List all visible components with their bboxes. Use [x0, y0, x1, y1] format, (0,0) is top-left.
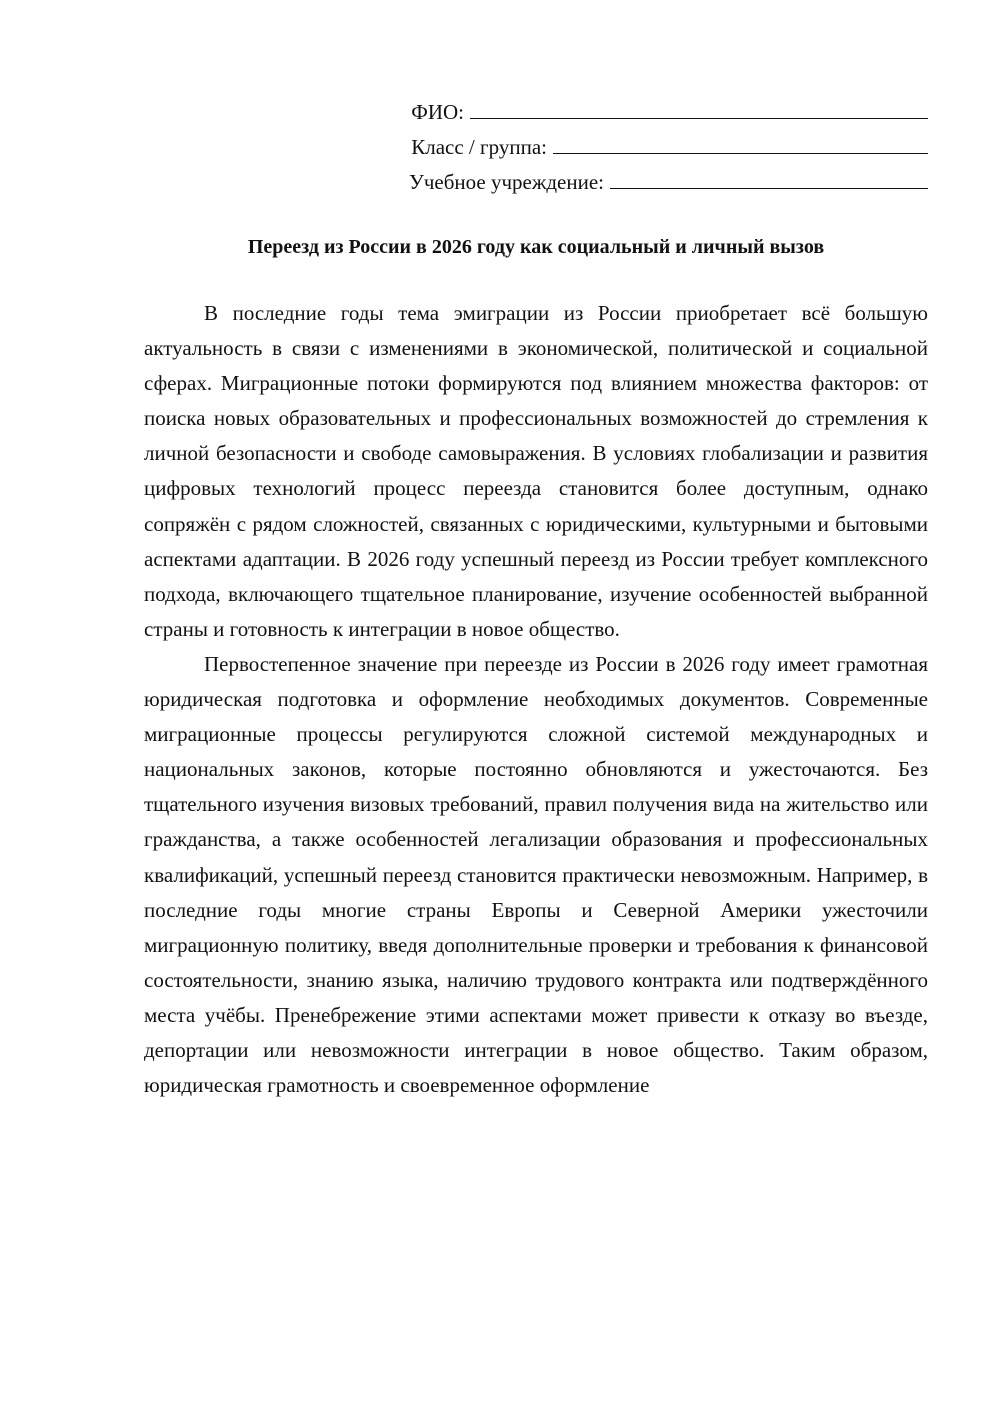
class-field-row: [300, 130, 928, 165]
institution-blank-line: [610, 166, 928, 189]
student-info-fields: [300, 95, 928, 200]
class-blank-line: [553, 131, 928, 154]
fio-field-row: [300, 95, 928, 130]
fio-label: ФИО:: [411, 100, 464, 124]
institution-field-row: [300, 165, 928, 200]
essay-body: [144, 296, 928, 1103]
class-label: Класс / группа:: [411, 135, 547, 159]
fio-blank-line: [470, 96, 928, 119]
paragraph-2: Первостепенное значение при переезде из России в 2026 году имеет грамотная юридическая подготовка и оформление необходимых документов. Современные миграционные процессы регулируются сложной системой международных и национальных законов, которые постоянно обновляются и ужесточаются. Без тщательного изучения визовых требований, правил получения вида на жительство или гражданства, а также особенностей легализации образования и профессиональных квалификаций, успешный переезд становится практически невозможным. Например, в последние годы многие страны Европы и Северной Америки ужесточили миграционную политику, введя дополнительные проверки и требования к финансовой состоятельности, знанию языка, наличию трудового контракта или подтверждённого места учёбы. Пренебрежение этими аспектами может привести к отказу во въезде, депортации или невозможности интеграции в новое общество. Таким образом, юридическая грамотность и своевременное оформление: [144, 651, 928, 1098]
paragraph-1: В последние годы тема эмиграции из России приобретает всё большую актуальность в связи с изменениями в экономической, политической и социальной сферах. Миграционные потоки формируются под влиянием множества факторов: от поиска новых образовательных и профессиональных возможностей до стремления к личной безопасности и свободе самовыражения. В условиях глобализации и развития цифровых технологий процесс переезда становится более доступным, однако сопряжён с рядом сложностей, связанных с юридическими, культурными и бытовыми аспектами адаптации. В 2026 году успешный переезд из России требует комплексного подхода, включающего тщательное планирование, изучение особенностей выбранной страны и готовность к интеграции в новое общество.: [144, 301, 928, 641]
essay-title: Переезд из России в 2026 году как социальный и личный вызов: [247, 236, 825, 258]
institution-label: Учебное учреждение:: [408, 170, 604, 194]
